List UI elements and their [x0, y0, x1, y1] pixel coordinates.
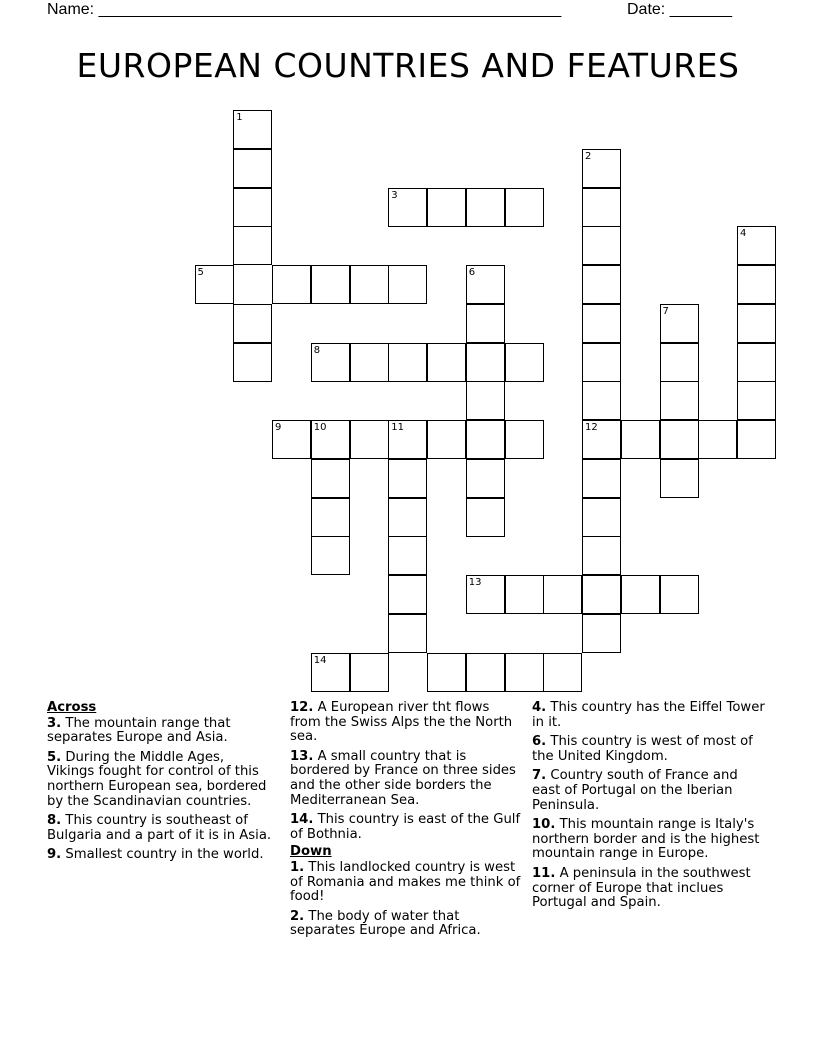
- grid-cell[interactable]: [582, 188, 621, 227]
- cell-number: 13: [468, 577, 482, 588]
- grid-cell[interactable]: [543, 653, 582, 692]
- date-field[interactable]: Date: _______: [627, 1, 732, 18]
- grid-cell[interactable]: [582, 420, 621, 459]
- name-field[interactable]: Name: ____________________________________________________: [47, 1, 562, 18]
- grid-cell[interactable]: [698, 420, 737, 459]
- cell-number: 2: [585, 150, 592, 162]
- clue-text: This country has the Eiffel Tower in it.: [532, 700, 765, 730]
- grid-cell[interactable]: [660, 459, 699, 498]
- grid-cell[interactable]: [466, 498, 505, 537]
- grid-cell[interactable]: [466, 265, 505, 304]
- grid-cell[interactable]: [233, 343, 272, 382]
- grid-cell[interactable]: [272, 265, 311, 304]
- grid-cell[interactable]: [737, 343, 776, 382]
- grid-cell[interactable]: [621, 575, 660, 614]
- cell-number: 7: [662, 305, 669, 317]
- down-heading: Down: [290, 844, 332, 860]
- clue-text: The body of water that separates Europe and Africa.: [290, 908, 481, 939]
- grid-cell[interactable]: [737, 226, 776, 265]
- grid-cell[interactable]: [582, 149, 621, 188]
- clue-down-2: [290, 910, 524, 939]
- grid-cell[interactable]: [660, 575, 699, 614]
- grid-cell[interactable]: [660, 343, 699, 382]
- grid-cell[interactable]: [233, 188, 272, 227]
- grid-cell[interactable]: [582, 459, 621, 498]
- clue-number: 5.: [47, 749, 62, 765]
- clue-number: 13.: [290, 748, 314, 764]
- clue-text: This mountain range is Italy's northern border and is the highest mountain range in Europe.: [532, 817, 760, 862]
- grid-cell[interactable]: [466, 343, 505, 382]
- grid-cell[interactable]: [737, 381, 776, 420]
- cell-number: 1: [236, 112, 243, 123]
- grid-cell[interactable]: [272, 420, 311, 459]
- clue-text: The mountain range that separates Europe and Asia.: [47, 715, 231, 746]
- grid-cell[interactable]: [195, 265, 234, 304]
- grid-cell[interactable]: [311, 420, 350, 459]
- clue-down-11: [532, 867, 768, 911]
- grid-cell[interactable]: [311, 265, 350, 304]
- clue-across-3: [47, 717, 275, 746]
- grid-cell[interactable]: [466, 420, 505, 459]
- cell-number: 10: [313, 422, 327, 433]
- grid-cell[interactable]: [466, 575, 505, 614]
- clue-text: Smallest country in the world.: [65, 847, 264, 863]
- grid-cell[interactable]: [621, 420, 660, 459]
- cell-number: 3: [391, 189, 398, 201]
- grid-cell[interactable]: [311, 343, 350, 382]
- grid-cell[interactable]: [427, 343, 466, 382]
- grid-cell[interactable]: [388, 536, 427, 575]
- grid-cell[interactable]: [466, 304, 505, 343]
- grid-cell[interactable]: [582, 498, 621, 537]
- clue-across-5: [47, 751, 275, 809]
- grid-cell[interactable]: [466, 653, 505, 692]
- grid-cell[interactable]: [388, 343, 427, 382]
- cell-number: 4: [740, 228, 747, 240]
- grid-cell[interactable]: [505, 343, 544, 382]
- clue-number: 7.: [532, 768, 547, 784]
- clue-number: 3.: [47, 715, 62, 731]
- grid-cell[interactable]: [505, 188, 544, 227]
- grid-cell[interactable]: [505, 575, 544, 614]
- grid-cell[interactable]: [388, 459, 427, 498]
- clue-number: 1.: [290, 859, 305, 875]
- grid-cell[interactable]: [311, 459, 350, 498]
- grid-cell[interactable]: [737, 304, 776, 343]
- grid-cell[interactable]: [311, 498, 350, 537]
- clue-text: A peninsula in the southwest corner of Europe that inclues Portugal and Spain.: [532, 865, 751, 911]
- cell-number: 8: [313, 344, 321, 356]
- grid-cell[interactable]: [737, 420, 776, 459]
- clue-number: 11.: [532, 865, 556, 881]
- grid-cell[interactable]: [582, 304, 621, 343]
- grid-cell[interactable]: [233, 304, 272, 343]
- clue-column-2: [290, 701, 524, 944]
- clue-number: 6.: [532, 734, 547, 750]
- grid-cell[interactable]: [350, 420, 389, 459]
- clue-number: 10.: [532, 817, 556, 833]
- cell-number: 12: [585, 422, 598, 433]
- cell-number: 9: [275, 422, 282, 433]
- grid-cell[interactable]: [582, 381, 621, 420]
- grid-cell[interactable]: [388, 575, 427, 614]
- clue-text: A small country that is bordered by France on three sides and the other side borders the Mediterranean Sea.: [290, 748, 516, 808]
- grid-cell[interactable]: [427, 653, 466, 692]
- clue-text: This country is east of the Gulf of Bothnia.: [290, 812, 521, 842]
- grid-cell[interactable]: [388, 420, 427, 459]
- grid-cell[interactable]: [350, 265, 389, 304]
- clue-across-12: [290, 701, 524, 745]
- grid-cell[interactable]: [388, 498, 427, 537]
- grid-cell[interactable]: [427, 188, 466, 227]
- grid-cell[interactable]: [660, 420, 699, 459]
- clue-number: 8.: [47, 813, 62, 829]
- clue-number: 12.: [290, 700, 314, 715]
- grid-cell[interactable]: [350, 343, 389, 382]
- grid-cell[interactable]: [660, 381, 699, 420]
- grid-cell[interactable]: [388, 265, 427, 304]
- grid-cell[interactable]: [582, 226, 621, 265]
- grid-cell[interactable]: [233, 110, 272, 149]
- clue-down-7: [532, 769, 768, 813]
- clue-column-3: [532, 701, 768, 916]
- clue-across-14: [290, 813, 524, 842]
- grid-cell[interactable]: [427, 420, 466, 459]
- grid-cell[interactable]: [660, 304, 699, 343]
- grid-cell[interactable]: [582, 536, 621, 575]
- clue-text: A European river tht flows from the Swiss Alps the the North sea.: [290, 700, 513, 745]
- clue-across-9: [47, 848, 275, 863]
- clue-number: 14.: [290, 812, 314, 828]
- clue-text: This country is southeast of Bulgaria and a part of it is in Asia.: [47, 813, 272, 843]
- grid-cell[interactable]: [505, 653, 544, 692]
- clue-down-6: [532, 735, 768, 764]
- grid-cell[interactable]: [543, 575, 582, 614]
- grid-cell[interactable]: [233, 226, 272, 265]
- cell-number: 11: [391, 422, 404, 433]
- grid-cell[interactable]: [311, 653, 350, 692]
- clue-number: 2.: [290, 908, 305, 924]
- grid-cell[interactable]: [582, 265, 621, 304]
- grid-cell[interactable]: [505, 420, 544, 459]
- clue-down-4: [532, 701, 768, 730]
- grid-cell[interactable]: [311, 536, 350, 575]
- clue-down-10: [532, 818, 768, 862]
- grid-cell[interactable]: [466, 381, 505, 420]
- cell-number: 6: [468, 267, 476, 278]
- grid-cell[interactable]: [582, 343, 621, 382]
- grid-cell[interactable]: [466, 188, 505, 227]
- cell-number: 5: [197, 267, 204, 278]
- clue-text: Country south of France and east of Portugal on the Iberian Peninsula.: [532, 768, 738, 813]
- clue-across-13: [290, 750, 524, 808]
- grid-cell[interactable]: [388, 188, 427, 227]
- grid-cell[interactable]: [233, 149, 272, 188]
- worksheet-title: EUROPEAN COUNTRIES AND FEATURES: [76, 46, 740, 85]
- clue-column-1: [47, 701, 275, 868]
- grid-cell[interactable]: [582, 575, 621, 614]
- grid-cell[interactable]: [466, 459, 505, 498]
- grid-cell[interactable]: [388, 614, 427, 653]
- clue-number: 9.: [47, 847, 62, 863]
- grid-cell[interactable]: [737, 265, 776, 304]
- clue-text: This country is west of most of the United Kingdom.: [532, 734, 753, 764]
- cell-number: 14: [313, 654, 327, 666]
- clue-text: This landlocked country is west of Romania and makes me think of food!: [290, 859, 521, 905]
- clue-across-8: [47, 814, 275, 843]
- clue-down-1: [290, 861, 524, 905]
- across-heading: Across: [47, 700, 97, 715]
- clue-text: During the Middle Ages, Vikings fought for control of this northern European sea, bordered by the Scandinavian countries.: [47, 749, 267, 809]
- grid-cell[interactable]: [350, 653, 389, 692]
- clue-number: 4.: [532, 700, 547, 715]
- grid-cell[interactable]: [582, 614, 621, 653]
